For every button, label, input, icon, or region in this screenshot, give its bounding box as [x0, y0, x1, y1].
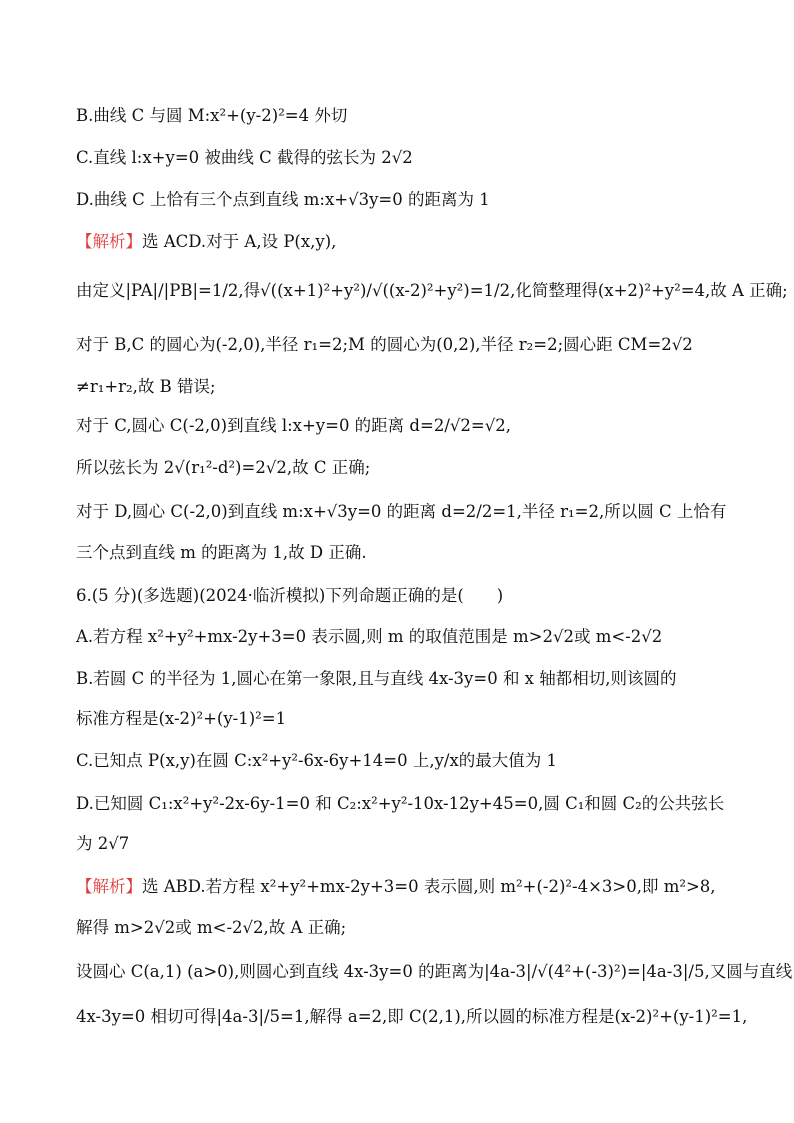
question-option-c: C.已知点 P(x,y)在圆 C:x²+y²-6x-6y+14=0 上,y/x的最大值为 1 — [76, 751, 558, 770]
analysis-line: ≠r₁+r₂,故 B 错误; — [76, 377, 216, 396]
analysis-header — [76, 230, 336, 254]
analysis-line: 对于 C,圆心 C(-2,0)到直线 l:x+y=0 的距离 d=2/√2=√2, — [76, 416, 511, 435]
question-option-a: A.若方程 x²+y²+mx-2y+3=0 表示圆,则 m 的取值范围是 m>2√2或 m<-2√2 — [76, 627, 663, 646]
analysis-line: 由定义|PA|/|PB|=1/2,得√((x+1)²+y²)/√((x-2)²+y²)=1/2,化简整理得(x+2)²+y²=4,故 A 正确; — [76, 281, 788, 300]
question-option-b-cont: 标准方程是(x-2)²+(y-1)²=1 — [76, 709, 287, 728]
analysis-line: 所以弦长为 2√(r₁²-d²)=2√2,故 C 正确; — [76, 458, 371, 477]
analysis-text: 选 ACD.对于 A,设 P(x,y), — [142, 232, 337, 251]
analysis-line: 解得 m>2√2或 m<-2√2,故 A 正确; — [76, 918, 347, 937]
option-c: C.直线 l:x+y=0 被曲线 C 截得的弦长为 2√2 — [76, 148, 413, 167]
question-option-b: B.若圆 C 的半径为 1,圆心在第一象限,且与直线 4x-3y=0 和 x 轴都相切,则该圆的 — [76, 669, 677, 688]
analysis-tag: 【解析】 — [76, 232, 142, 251]
analysis-line: 三个点到直线 m 的距离为 1,故 D 正确. — [76, 543, 367, 562]
analysis-line: 4x-3y=0 相切可得|4a-3|/5=1,解得 a=2,即 C(2,1),所以圆的标准方程是(x-2)²+(y-1)²=1, — [76, 1007, 748, 1026]
option-b: B.曲线 C 与圆 M:x²+(y-2)²=4 外切 — [76, 106, 348, 125]
question-option-d-cont: 为 2√7 — [76, 834, 130, 853]
question-option-d: D.已知圆 C₁:x²+y²-2x-6y-1=0 和 C₂:x²+y²-10x-12y+45=0,圆 C₁和圆 C₂的公共弦长 — [76, 794, 725, 813]
option-d: D.曲线 C 上恰有三个点到直线 m:x+√3y=0 的距离为 1 — [76, 190, 490, 209]
analysis-text: 选 ABD.若方程 x²+y²+mx-2y+3=0 表示圆,则 m²+(-2)²-4×3>0,即 m²>8, — [142, 877, 716, 896]
question-title: 6.(5 分)(多选题)(2024·临沂模拟)下列命题正确的是( ) — [76, 586, 504, 605]
analysis-tag: 【解析】 — [76, 877, 142, 896]
analysis-line: 对于 B,C 的圆心为(-2,0),半径 r₁=2;M 的圆心为(0,2),半径 r₂=2;圆心距 CM=2√2 — [76, 335, 693, 354]
analysis-line: 设圆心 C(a,1) (a>0),则圆心到直线 4x-3y=0 的距离为|4a-3|/√(4²+(-3)²)=|4a-3|/5,又圆与直线 — [76, 962, 793, 981]
analysis-line: 对于 D,圆心 C(-2,0)到直线 m:x+√3y=0 的距离 d=2/2=1,半径 r₁=2,所以圆 C 上恰有 — [76, 502, 727, 521]
analysis-header-2 — [76, 875, 716, 899]
